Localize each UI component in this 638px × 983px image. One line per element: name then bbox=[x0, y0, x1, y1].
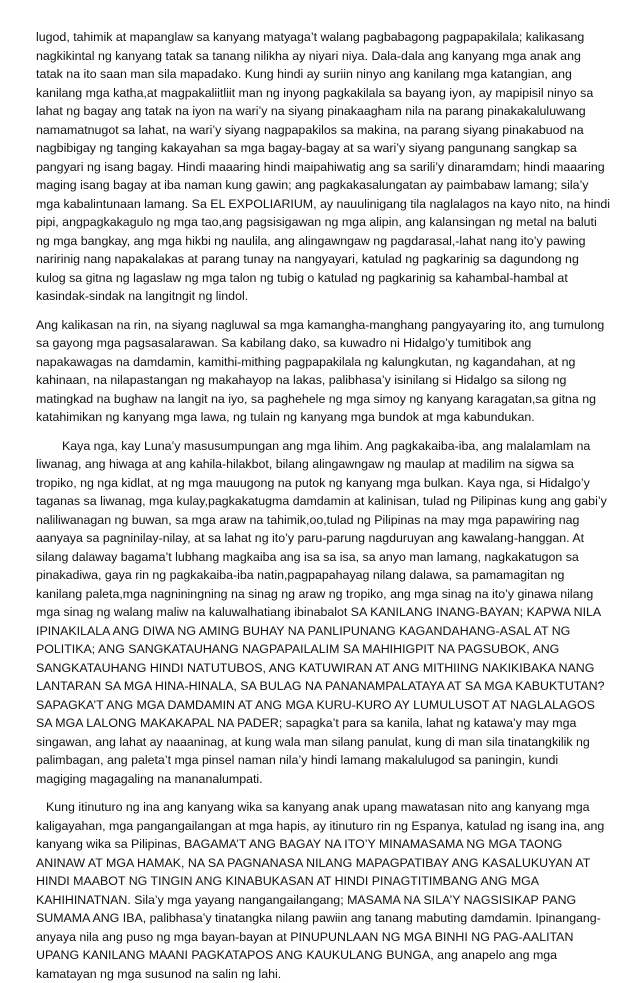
paragraph-4: Kung itinuturo ng ina ang kanyang wika sa kanyang anak upang mawatasan nito ang kanyang mga kaligayahan, mga pangangailangan at mga hapis, ay itinuturo rin ng Espanya, katulad ng isang ina, ang kanyang wika sa Pilipinas, BAGAMA’T ANG BAGAY NA ITO’Y MINAMASAMA NG MGA TAONG ANINAW AT MGA HAMAK, NA SA PAGNANASA NILANG MAPAGPATIBAY ANG KASALUKUYAN AT HINDI MAABOT NG TINGIN ANG KINABUKASAN AT HINDI PINAGTITIMBANG ANG MGA KAHIHINATNAN. Sila’y mga yayang nangangailangang; MASAMA NA SILA’Y NAGSISIKAP PANG SUMAMA ANG IBA, palibhasa’y tinatangka nilang pawiin ang tanang mabuting damdamin. Ipinangang-anyaya nila ang puso ng mga bayan-bayan at PINUPUNLAAN NG MGA BINHI NG PAG-AALITAN UPANG KANILANG MAANI PAGKATAPOS ANG KAUKULANG BUNGA, ang anapelo ang mga kamatayan ng mga susunod na salin ng lahi. bbox=[36, 800, 605, 981]
paragraph-3: Kaya nga, kay Luna’y masusumpungan ang mga lihim. Ang pagkakaiba-iba, ang malalamlam na liwanag, ang hiwaga at ang kahila-hilakbot, bilang alingawngaw ng maulap at madilim na sigwa sa tropiko, ng nga kidlat, at ng mga mauugong na putok ng kanyang mga bulkan. Kaya nga, si Hidalgo’y taganas sa liwanag, mga kulay,pagkakatugma damdamin at kalinisan, tulad ng Pilipinas kung ang gabi’y naliliwanagan ng buwan, sa mga araw na tahimik,oo,tulad ng Pilipinas na may mga papawiring nag aanyaya sa pagninilay-nilay, at sa lahat ng ito’y paru-parung nagduruyan ang kawalang-hanggan. At silang dalaway bagama’t lubhang magkaiba ang isa sa isa, sa anyo man lamang, nagkakatugon sa pinakadiwa, gaya rin ng pagkakaiba-iba natin,pagpapahayag nilang dalawa, sa pamamagitan ng kanilang paleta,mga nagniningning na sinag ng araw ng tropiko, ang mga sinag na ito’y ginawa nilang mga sinag ng walang maliw na kaluwalhatiang ibinabalot SA KANILANG INANG-BAYAN; KAPWA NILA IPINAKILALA ANG DIWA NG AMING BUHAY NA PANLIPUNANG KAGANDAHANG-ASAL AT NG POLITIKA; ANG SANGKATAUHANG NAGPAPAILALIM SA MAHIHIGPIT NA PAGSUBOK, ANG SANGKATAUHANG HINDI NATUTUBOS, ANG KATUWIRAN AT ANG MITHIING NAKIKIBAKA NANG LANTARAN SA MGA HINA-HINALA, SA BULAG NA PANANAMPALATAYA AT SA MGA KABUKTUTAN? SAPAGKA’T ANG MGA DAMDAMIN AT ANG MGA KURU-KURO AY LUMULUSOT AT NAGLALAGOS SA MGA LALONG MAKAKAPAL NA PADER; sapagka’t para sa kanila, lahat ng katawa’y may mga singawan, ang lahat ay naaaninag, at kung wala man silang panulat, kung di man sila tinatangkilik ng palimbagan, ang paleta’t mga pinsel naman nila’y hindi lamang makalulugod sa paningin, kundi magiging magagaling na mananalumpati. bbox=[36, 438, 607, 786]
paragraph-1: lugod, tahimik at mapanglaw sa kanyang matyaga’t walang pagbabagong pagpapakilala; kalikasang nagkikintal ng kanyang tatak sa tanang nilikha ay niyari niya. Dala-dala ang kanyang mga anak ang tatak na ito saan man sila mapadako. Kung hindi ay suriin ninyo ang kanilang mga katangian, ang kanilang mga katha,at magpakaliitliit man ng inyong pagkakilala sa bayang iyon, ay mapipisil ninyo sa lahat ng bagay ang tatak na iyon na wari’y na siyang pinakaagham nila na parang pinakakaluluwang namamatnugot sa lahat, na wari’y siyang nagpapakilos sa makina, na parang siyang pinakabuod na nagbibigay ng tanging kakayahan sa mga bagay-bagay at sa wari’y siyang pangunang sangkap sa pangyari ng isang bagay. Hindi maaaring hindi maipahiwatig ang sa sarili’y dinaramdam; hindi maaaring maging isang bagay at iba naman kung gawin; ang pagkakasalungatan ay paimbabaw lamang; sila’y mga kabalintunaan lamang. Sa EL EXPOLIARIUM, ay nauulinigang tila naglalagos na kayo nito, na hindi pipi, angpagkakagulo ng mga tao,ang pagsisigawan ng mga alipin, ang kalansingan ng metal na baluti ng mga bangkay, ang mga hikbi ng naulila, ang alingawngaw ng pagdarasal,-lahat nang ito’y pawing naririnig nang napakalakas at parang tunay na nangyayari, katulad ng pagkarinig sa dagundong ng kulog sa gitna ng lagaslaw ng mga talon ng tubig o katulad ng pagkarinig sa kahambal-hambal at kasindak-sindak na langitngit ng lindol. bbox=[36, 30, 611, 303]
paragraph-2: Ang kalikasan na rin, na siyang nagluwal sa mga kamangha-manghang pangyayaring ito, ang tumulong sa gayong mga pagsasalarawan. Sa kabilang dako, sa kuwadro ni Hidalgo’y tumitibok ang napakawagas na damdamin, kamithi-mithing pagpapakilala ng kalungkutan, ng kagandahan, at ng kahinaan, na nilapastangan ng makahayop na lakas, palibhasa’y isinilang si Hidalgo sa silong ng matingkad na bughaw na langit na iyo, sa paghehele ng mga simoy ng kanyang karagatan,sa gitna ng katahimikan ng kanyang mga lawa, ng tulain ng kanyang mga bundok at mga kabundukan. bbox=[36, 317, 605, 424]
